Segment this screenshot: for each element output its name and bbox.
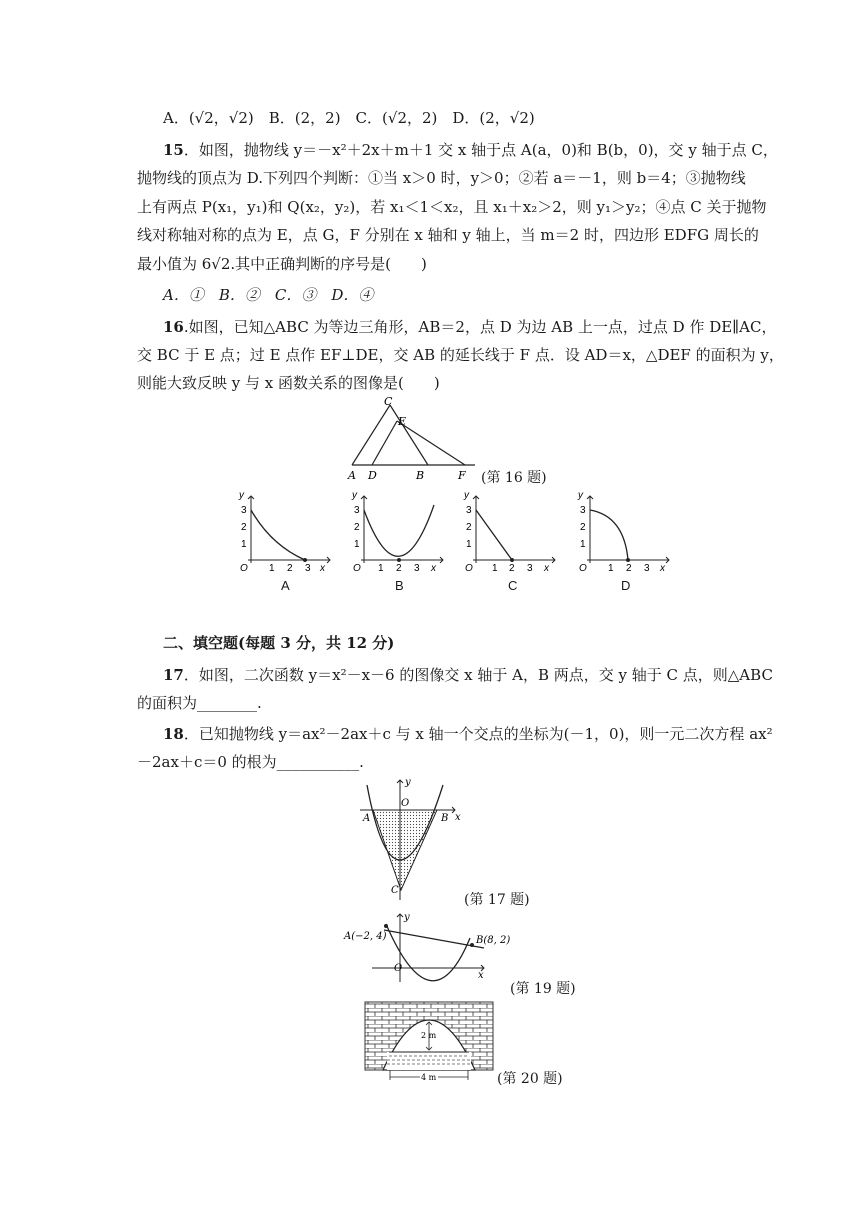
graph-b <box>348 490 448 575</box>
tick: 3 <box>527 563 533 574</box>
q20-caption: (第 20 题) <box>497 1071 563 1087</box>
q15-number: 15 <box>163 141 184 159</box>
y-label: y <box>578 490 583 501</box>
q15-line-5: 最小值为 6√2.其中正确判断的序号是( ) <box>137 255 427 273</box>
q15-line-4: 线对称轴对称的点为 E，点 G，F 分别在 x 轴和 y 轴上，当 m＝2 时，四边形 EDFG 周长的 <box>137 226 759 244</box>
tick: 3 <box>580 505 586 516</box>
tick: 3 <box>241 505 247 516</box>
q19-x-label: x <box>478 970 484 981</box>
q17-a-label: A <box>363 813 371 824</box>
q16-line-1: 16.如图，已知△ABC 为等边三角形，AB＝2，点 D 为边 AB 上一点，过点 D 作 DE∥AC， <box>163 318 777 336</box>
graph-c <box>460 490 560 575</box>
tick: 3 <box>466 505 472 516</box>
graph-b-label: B <box>395 578 404 593</box>
q19-o-label: O <box>394 963 403 974</box>
q18-number: 18 <box>163 725 184 743</box>
q19-b-label: B(8, 2) <box>476 935 511 946</box>
q15-line-2: 抛物线的顶点为 D.下列四个判断：①当 x＞0 时，y＞0；②若 a＝－1，则 b＝4；③抛物线 <box>137 169 746 187</box>
origin: O <box>465 563 473 574</box>
q17-figure <box>355 775 470 905</box>
label-a: A <box>348 469 356 482</box>
graph-d <box>574 490 674 575</box>
y-label: y <box>239 490 244 501</box>
label-f: F <box>458 469 466 482</box>
q16-number: 16 <box>163 318 184 336</box>
label-e: E <box>398 415 407 428</box>
tick: 1 <box>492 563 498 574</box>
tick: 3 <box>414 563 420 574</box>
tick: 2 <box>287 563 293 574</box>
tick: 1 <box>608 563 614 574</box>
tick: 3 <box>305 563 311 574</box>
q15-options: A．① B．② C．③ D．④ <box>163 286 374 304</box>
q19-figure <box>342 910 511 985</box>
x-label: x <box>431 563 436 574</box>
q15-line-3: 上有两点 P(x₁，y₁)和 Q(x₂，y₂)，若 x₁＜1＜x₂，且 x₁＋x₂＞2，则 y₁＞y₂；④点 C 关于抛物 <box>137 198 767 216</box>
q17-line-2: 的面积为________. <box>137 694 262 712</box>
tick: 2 <box>241 522 247 533</box>
q15-line-1: 15．如图，抛物线 y＝－x²＋2x＋m＋1 交 x 轴于点 A(a，0)和 B(b，0)，交 y 轴于点 C， <box>163 141 778 159</box>
tick: 1 <box>241 539 247 550</box>
tick: 1 <box>354 539 360 550</box>
label-b: B <box>416 469 425 482</box>
q20-figure <box>365 1000 495 1082</box>
q18-line-1: 18．已知抛物线 y＝ax²－2ax＋c 与 x 轴一个交点的坐标为(－1，0)，则一元二次方程 ax² <box>163 725 773 743</box>
origin: O <box>353 563 361 574</box>
q14-options: A．(√2，√2) B．(2，2) C．(√2，2) D．(2，√2) <box>163 109 535 127</box>
q16-line-2: 交 BC 于 E 点；过 E 点作 EF⊥DE，交 AB 的延长线于 F 点．设 AD＝x，△DEF 的面积为 y， <box>137 346 784 364</box>
origin: O <box>240 563 248 574</box>
tick: 2 <box>509 563 515 574</box>
q17-number: 17 <box>163 666 184 684</box>
q18-line-2: －2ax＋c＝0 的根为___________. <box>137 753 364 771</box>
y-label: y <box>352 490 357 501</box>
tick: 2 <box>396 563 402 574</box>
x-label: x <box>320 563 325 574</box>
tick: 1 <box>378 563 384 574</box>
tick: 2 <box>580 522 586 533</box>
tick: 2 <box>354 522 360 533</box>
q19-a-label: A(−2, 4) <box>344 931 387 942</box>
y-label: y <box>464 490 469 501</box>
q17-x-label: x <box>455 812 461 823</box>
q16-caption: (第 16 题) <box>481 470 547 486</box>
q17-c-label: C <box>391 885 399 896</box>
q17-o-label: O <box>401 798 410 809</box>
graph-a-label: A <box>281 578 290 593</box>
x-label: x <box>660 563 665 574</box>
q17-y-label: y <box>405 777 411 788</box>
x-label: x <box>544 563 549 574</box>
graph-d-label: D <box>621 578 631 593</box>
graph-c-label: C <box>508 578 518 593</box>
q16-line-3: 则能大致反映 y 与 x 函数关系的图像是( ) <box>137 374 440 392</box>
tick: 1 <box>466 539 472 550</box>
graph-a <box>235 490 335 575</box>
section-heading: 二、填空题(每题 3 分，共 12 分) <box>163 634 395 652</box>
q17-line-1: 17．如图，二次函数 y＝x²－x－6 的图像交 x 轴于 A，B 两点，交 y 轴于 C 点，则△ABC <box>163 666 773 684</box>
label-d: D <box>368 469 377 482</box>
tick: 1 <box>580 539 586 550</box>
tick: 1 <box>269 563 275 574</box>
q17-caption: (第 17 题) <box>464 892 530 908</box>
q19-caption: (第 19 题) <box>510 981 576 997</box>
q17-b-label: B <box>441 813 449 824</box>
q20-height-label: 2 m <box>421 1031 437 1040</box>
q19-y-label: y <box>404 912 410 923</box>
tick: 3 <box>354 505 360 516</box>
q16-triangle-figure <box>340 395 490 485</box>
tick: 2 <box>626 563 632 574</box>
origin: O <box>579 563 587 574</box>
q20-width-label: 4 m <box>421 1073 437 1082</box>
label-c: C <box>384 395 393 408</box>
tick: 2 <box>466 522 472 533</box>
tick: 3 <box>644 563 650 574</box>
